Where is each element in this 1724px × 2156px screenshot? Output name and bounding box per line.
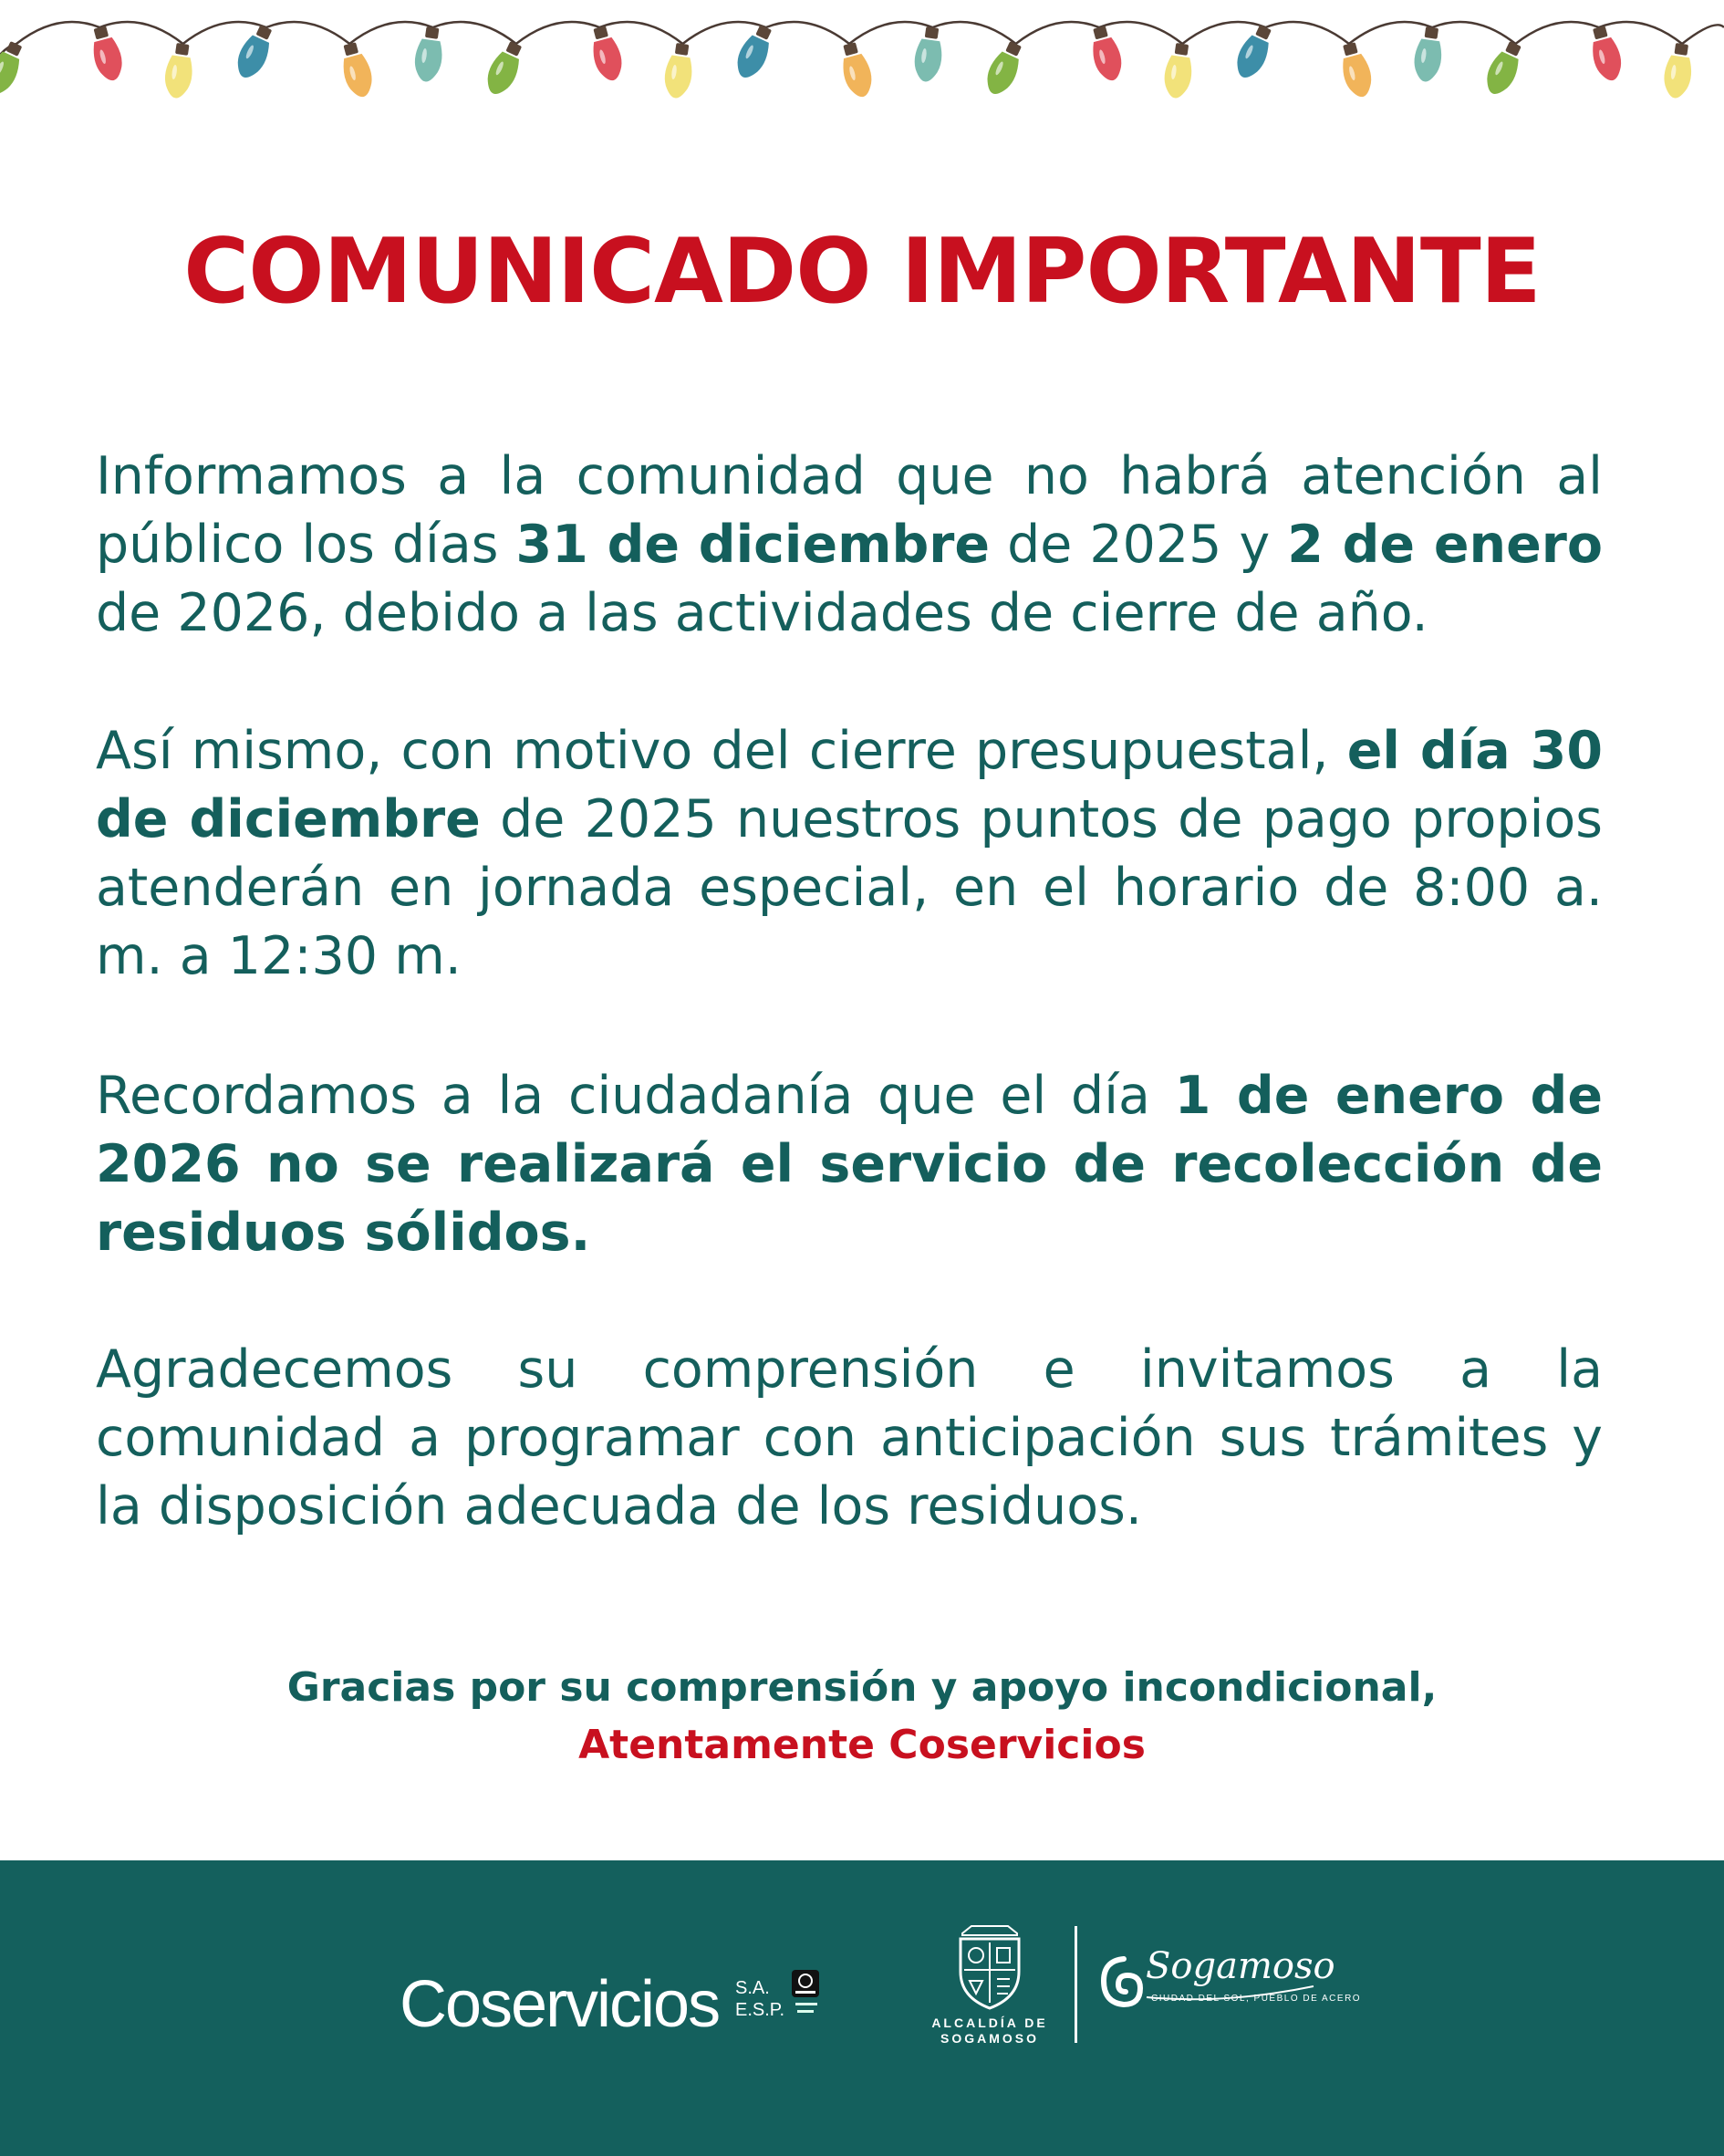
light-bulb-icon (87, 24, 127, 83)
light-bulb-icon (1336, 40, 1376, 99)
logo-divider (1075, 1926, 1077, 2043)
paragraph-waste-collection (96, 1062, 1603, 1267)
light-bulb-icon (1161, 42, 1195, 99)
p2-text-2: de 2025 nuestros puntos de pago propios atenderán en jornada especial, en el horario de 8:00 a. m. a 12:30 m. (96, 789, 1604, 986)
light-bulb-icon (1480, 38, 1528, 99)
p1-date-dec-31: 31 de diciembre (515, 515, 991, 575)
sogamoso-logo: Sogamoso (1146, 1945, 1335, 1987)
paragraph-no-service-days (96, 443, 1603, 648)
light-bulb-icon (1411, 26, 1445, 83)
closing-signature: Atentamente Coservicios (578, 1722, 1146, 1768)
coservicios-logo: Coservicios (400, 1968, 720, 2041)
light-bulb-icon (337, 40, 377, 99)
alcaldia-line-1: ALCALDÍA DE (931, 2015, 1048, 2030)
p1-text-3: de 2026, debido a las actividades de cierre de año. (96, 583, 1428, 643)
coservicios-legal-suffix (735, 1977, 784, 2021)
p1-date-jan-2: 2 de enero (1287, 515, 1604, 575)
p3-no-collection-notice: 1 de enero de 2026 no se realizará el servicio de recolección de residuos sólidos. (96, 1066, 1604, 1263)
light-bulb-icon (1661, 42, 1695, 99)
p2-date-dec-30: el día 30 de diciembre (96, 721, 1603, 849)
light-bulb-icon (1586, 24, 1626, 83)
light-bulb-icon (1231, 22, 1278, 83)
page-title: COMUNICADO IMPORTANTE (183, 220, 1541, 324)
light-bulb-icon (731, 22, 778, 83)
p3-text-1: Recordamos a la ciudadanía que el día (96, 1066, 1175, 1126)
light-bulb-icon (587, 24, 627, 83)
alcaldia-logo-text (921, 2015, 1058, 2047)
light-bulb-icon (912, 26, 946, 83)
light-bulb-icon (1086, 24, 1127, 83)
light-bulb-icon (412, 26, 446, 83)
light-bulb-icon (981, 38, 1028, 99)
light-bulb-icon (662, 42, 696, 99)
light-bulb-icon (231, 22, 278, 83)
coservicios-sa: S.A. (735, 1978, 770, 1998)
paragraph-thanks (96, 1336, 1603, 1541)
christmas-lights-decoration (0, 0, 1724, 123)
coat-of-arms-icon (953, 1924, 1026, 2012)
p4-text-1: Agradecemos su comprensión e invitamos a la comunidad a programar con anticipación sus trámites y la disposición adecuada de los residuos. (96, 1339, 1603, 1536)
paragraph-special-schedule (96, 717, 1603, 991)
p1-text-1: Informamos a la comunidad que no habrá atención al público los días (96, 446, 1603, 575)
light-bulb-icon (162, 42, 196, 99)
light-bulb-icon (481, 38, 528, 99)
footer-bar (0, 1860, 1724, 2156)
sogamoso-tagline: CIUDAD DEL SOL, PUEBLO DE ACERO (1151, 1994, 1362, 2004)
p1-text-2: de 2025 y (990, 515, 1288, 575)
light-bulb-icon (0, 38, 28, 99)
certification-icon (790, 1968, 823, 2023)
light-bulb-icon (836, 40, 877, 99)
alcaldia-line-2: SOGAMOSO (940, 2031, 1039, 2046)
p2-text-1: Así mismo, con motivo del cierre presupuestal, (96, 721, 1347, 781)
closing-thanks: Gracias por su comprensión y apoyo incondicional, (286, 1664, 1438, 1711)
coservicios-esp: E.S.P. (735, 2000, 785, 2020)
